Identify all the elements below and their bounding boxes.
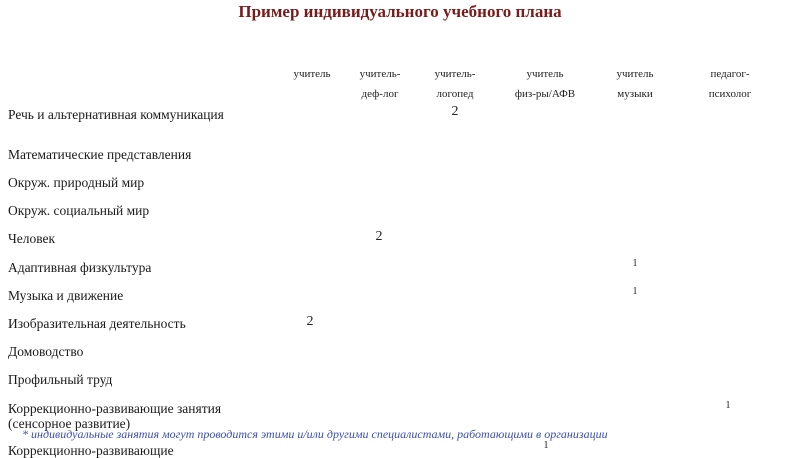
column-header-defectologist (345, 64, 415, 104)
row-label-art: Изобразительная деятельность (8, 316, 186, 331)
column-header-line2: деф-лог (361, 88, 399, 100)
cell-adaptive-pe-music-teacher: 1 (632, 258, 638, 269)
footnote: * индивидуальные занятия могут проводится этими и/или другими специалистами, работающими в организации (22, 427, 608, 441)
cell-correction-sensory-psychologist: 1 (725, 400, 731, 411)
cell-human-defectologist: 2 (375, 229, 383, 244)
column-header-line2: логопед (436, 88, 474, 100)
page-title: Пример индивидуального учебного плана (238, 2, 562, 21)
row-label-music: Музыка и движение (8, 288, 124, 303)
row-label-speech: Речь и альтернативная коммуникация (8, 107, 224, 122)
column-header-line2: физ-ры/АФВ (514, 88, 576, 100)
row-label-math: Математические представления (8, 147, 192, 162)
row-label-nature: Окруж. природный мир (8, 175, 145, 190)
row-label-adaptive-pe: Адаптивная физкультура (8, 260, 152, 275)
column-header-line1: учитель- (359, 68, 401, 80)
column-header-psychologist (690, 64, 770, 104)
column-header-line1: учитель (526, 68, 564, 80)
column-header-line2: музыки (617, 88, 653, 100)
column-header-line2: психолог (708, 88, 752, 100)
column-header-line1: учитель (616, 68, 654, 80)
column-header-line1: учитель- (434, 68, 476, 80)
cell-correction-pe-teacher: 1 (543, 440, 549, 451)
column-header-pe-teacher (495, 64, 595, 104)
column-header-music-teacher (600, 64, 670, 104)
row-label-correction-sensory: Коррекционно-развивающие занятия (сенсорное развитие) (8, 401, 222, 431)
cell-music-music-teacher: 1 (632, 286, 638, 297)
row-label-correction: Коррекционно-развивающие (8, 443, 174, 458)
column-header-line1: учитель (293, 68, 331, 80)
row-label-social: Окруж. социальный мир (8, 203, 150, 218)
row-label-household: Домоводство (8, 344, 84, 359)
cell-art-teacher: 2 (306, 314, 314, 329)
cell-speech-speech-therapist: 2 (451, 104, 459, 119)
column-header-line1: педагог- (710, 68, 750, 80)
row-label-human: Человек (8, 231, 56, 246)
row-label-labor: Профильный труд (8, 372, 113, 387)
column-header-speech-therapist (420, 64, 490, 104)
column-header-teacher (282, 64, 342, 84)
